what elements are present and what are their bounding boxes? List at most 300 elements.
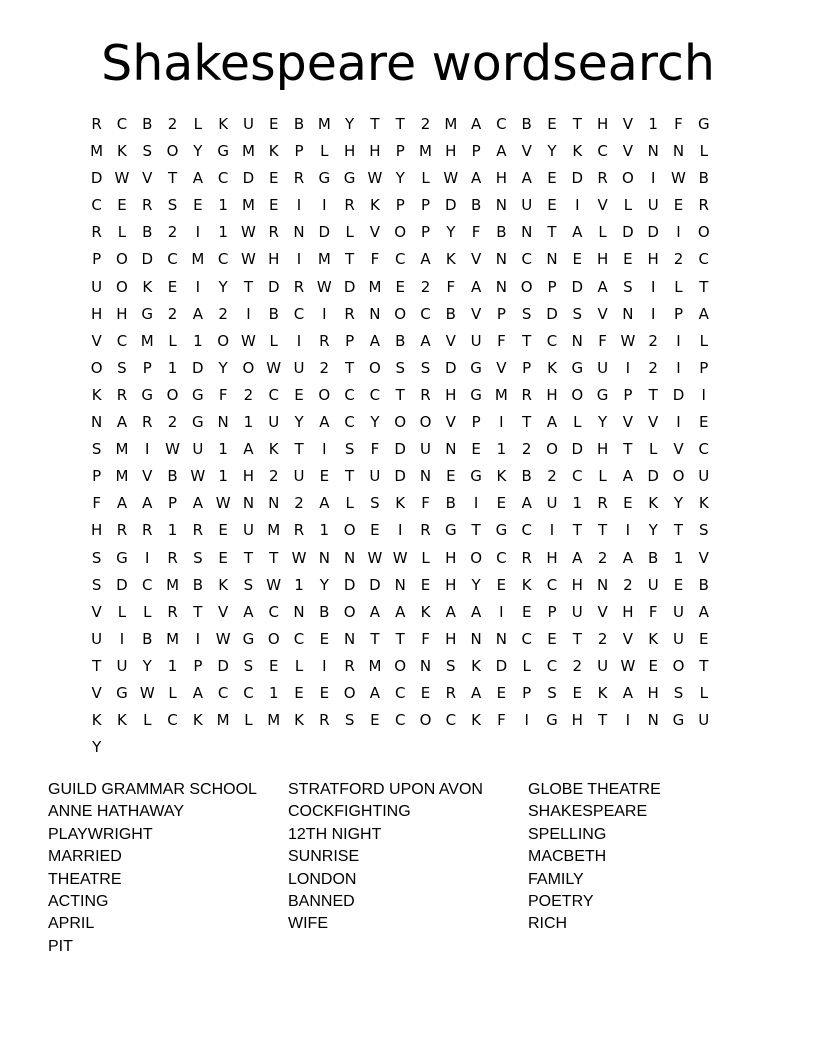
grid-letter: I [625,358,631,377]
grid-letter: C [243,683,254,702]
grid-letter: N [419,656,432,675]
grid-letter: E [673,196,684,215]
grid-letter: G [141,385,154,404]
grid-letter: T [269,548,279,567]
grid-letter: P [294,142,304,161]
grid-letter: K [91,385,102,404]
grid-letter: H [116,304,128,323]
grid-letter: K [294,711,304,730]
grid-letter: Y [92,738,102,757]
grid-letter: A [622,548,634,567]
grid-letter: R [698,196,709,215]
grid-letter: D [90,169,103,188]
grid-letter: V [91,683,102,702]
grid-letter: N [91,413,103,432]
grid-letter: V [445,413,456,432]
grid-letter: F [471,223,481,242]
grid-letter: D [394,467,406,486]
grid-letter: V [142,169,153,188]
grid-letter: A [698,602,709,621]
grid-letter: 2 [673,250,684,269]
grid-letter: O [419,711,432,730]
grid-letter: N [647,711,659,730]
grid-letter: U [698,711,710,730]
grid-letter: Y [547,142,557,161]
word-list-item: BANNED [288,892,355,910]
grid-letter: T [167,169,178,188]
grid-letter: H [647,250,659,269]
grid-letter: P [547,277,557,296]
grid-letter: E [699,413,709,432]
grid-letter: 2 [597,629,608,648]
grid-letter: U [268,413,280,432]
grid-letter: A [622,683,634,702]
grid-letter: R [344,656,355,675]
grid-letter: I [145,440,150,459]
grid-letter: E [648,656,658,675]
grid-letter: Y [218,358,228,377]
grid-letter: O [697,223,710,242]
grid-letter: G [318,169,331,188]
grid-letter: V [622,115,634,133]
grid-letter: I [499,413,504,432]
grid-letter: K [698,494,709,513]
grid-letter: D [242,169,255,188]
grid-letter: A [622,467,634,486]
grid-letter: A [420,250,431,269]
grid-letter: C [167,711,178,730]
grid-letter: N [445,440,457,459]
grid-letter: 1 [673,548,684,567]
word-list-item: RICH [528,915,568,933]
grid-letter: F [370,440,380,459]
grid-letter: P [395,142,405,161]
grid-letter: P [420,223,431,242]
grid-letter: V [470,304,482,323]
grid-letter: D [343,575,356,594]
grid-letter: U [546,494,558,513]
grid-letter: D [495,656,508,675]
grid-letter: I [296,196,302,215]
grid-letter: N [647,142,659,161]
grid-letter: H [91,521,103,540]
word-list-item: MACBETH [528,848,607,866]
grid-letter: T [345,358,355,377]
grid-letter: K [192,711,203,730]
grid-letter: W [367,548,383,567]
grid-letter: A [192,683,203,702]
grid-letter: U [91,629,103,648]
grid-letter: B [521,467,532,486]
grid-letter: K [268,440,279,459]
grid-letter: D [369,575,381,594]
grid-letter: I [322,656,327,675]
word-list-item: FAMILY [528,870,584,888]
grid-letter: U [597,358,609,377]
grid-letter: L [168,331,177,350]
grid-letter: E [420,575,431,594]
grid-letter: A [243,440,254,459]
grid-letter: C [546,656,558,675]
grid-letter: 2 [243,385,254,404]
grid-letter: T [572,521,582,540]
grid-letter: G [141,304,154,323]
grid-letter: R [319,331,330,350]
grid-letter: K [142,277,153,296]
grid-letter: T [92,656,102,675]
grid-letter: V [445,331,456,350]
word-list-item [288,936,528,958]
grid-letter: R [420,385,431,404]
grid-letter: E [623,250,633,269]
grid-letter: A [395,602,406,621]
grid-letter: D [622,223,634,242]
grid-letter: T [522,331,532,350]
grid-letter: R [142,413,153,432]
grid-letter: H [546,385,558,404]
grid-letter: L [345,494,354,513]
grid-letter: O [343,683,356,702]
grid-letter: O [394,413,407,432]
grid-letter: I [195,277,201,296]
grid-letter: R [268,223,279,242]
grid-letter: P [471,413,481,432]
grid-letter: U [192,440,204,459]
grid-letter: P [193,656,203,675]
grid-letter: O [267,629,280,648]
grid-letter: A [369,683,381,702]
grid-letter: 1 [572,494,583,513]
grid-letter: B [395,331,406,350]
grid-letter: H [369,142,381,161]
grid-letter: I [575,196,580,215]
grid-letter: E [370,521,380,540]
grid-letter: I [650,304,656,323]
grid-letter: W [165,440,180,459]
grid-letter: L [674,277,683,296]
grid-letter: T [623,440,633,459]
grid-letter: C [217,169,229,188]
grid-letter: 1 [218,467,228,486]
grid-letter: W [139,683,155,702]
grid-letter: M [419,142,432,161]
grid-letter: K [445,250,456,269]
grid-letter: P [522,683,532,702]
grid-letter: A [192,169,203,188]
grid-letter: E [319,683,330,702]
grid-letter: W [392,548,408,567]
grid-letter: 1 [218,196,228,215]
grid-letter: G [470,385,482,404]
grid-letter: A [192,494,203,513]
grid-letter: L [117,223,127,242]
grid-letter: C [369,385,381,404]
grid-letter: M [166,575,180,594]
grid-letter: D [192,358,204,377]
grid-letter: T [395,115,405,133]
grid-letter: G [470,467,482,486]
grid-letter: L [623,196,633,215]
grid-letter: D [445,196,457,215]
grid-letter: 2 [597,548,608,567]
grid-letter: U [91,277,103,296]
grid-letter: B [496,223,507,242]
grid-letter: G [546,711,558,730]
grid-letter: N [268,494,280,513]
grid-letter: C [217,683,229,702]
grid-letter: Y [648,521,658,540]
grid-letter: G [343,169,356,188]
grid-letter: W [671,169,686,188]
grid-letter: E [420,683,431,702]
grid-letter: F [497,711,506,730]
grid-letter: L [294,656,304,675]
grid-letter: 2 [167,115,178,133]
grid-letter: M [368,277,382,296]
grid-letter: L [699,331,708,350]
grid-letter: R [192,521,204,540]
grid-letter: T [699,277,709,296]
grid-letter: 2 [167,413,178,432]
word-list-item: PLAYWRIGHT [48,825,153,843]
grid-letter: Y [218,277,228,296]
grid-letter: G [596,385,609,404]
grid-letter: 1 [218,440,228,459]
grid-letter: I [625,711,631,730]
grid-letter: S [623,277,633,296]
grid-letter: G [116,683,128,702]
grid-letter: I [397,521,403,540]
grid-letter: U [672,602,684,621]
grid-letter: V [622,142,634,161]
grid-letter: U [647,575,659,594]
grid-letter: S [193,548,203,567]
grid-letter: H [495,169,508,188]
grid-letter: N [622,304,634,323]
grid-letter: G [571,358,584,377]
grid-letter: I [296,250,302,269]
grid-letter: V [369,223,381,242]
grid-letter: D [647,223,659,242]
grid-letter: A [470,602,482,621]
grid-letter: S [673,683,684,702]
grid-letter: M [191,250,205,269]
grid-letter: C [116,115,128,133]
grid-letter: A [698,304,709,323]
grid-letter: A [420,331,431,350]
grid-letter: N [293,602,305,621]
grid-letter: C [572,467,583,486]
grid-letter: 2 [521,440,532,459]
grid-letter: B [648,548,659,567]
grid-letter: H [571,711,583,730]
grid-letter: A [319,413,330,432]
grid-letter: Y [673,494,684,513]
grid-letter: 1 [268,683,279,702]
grid-letter: C [293,629,305,648]
grid-letter: L [699,683,708,702]
grid-letter: V [91,331,102,350]
grid-letter: R [521,548,532,567]
grid-letter: A [521,494,532,513]
grid-letter: F [421,494,430,513]
grid-letter: C [496,115,507,133]
grid-letter: N [596,575,609,594]
grid-letter: B [142,629,153,648]
grid-letter: R [116,385,128,404]
grid-letter: K [471,656,482,675]
grid-letter: C [521,250,532,269]
grid-letter: E [572,683,583,702]
grid-letter: A [470,115,482,133]
grid-letter: R [167,548,178,567]
grid-letter: 2 [420,277,431,296]
grid-letter: O [217,331,230,350]
grid-letter: H [647,683,659,702]
grid-letter: E [167,277,178,296]
grid-letter: N [571,331,583,350]
grid-letter: C [394,711,406,730]
grid-letter: I [246,304,251,323]
grid-letter: I [549,521,555,540]
grid-letter: Y [193,142,203,161]
grid-letter: V [673,440,684,459]
grid-letter: B [319,602,330,621]
grid-letter: O [470,548,482,567]
grid-letter: W [190,467,206,486]
grid-letter: H [242,467,255,486]
grid-letter: S [395,358,405,377]
grid-letter: K [395,494,406,513]
grid-letter: I [524,711,529,730]
grid-letter: W [241,223,256,242]
grid-letter: V [142,467,153,486]
grid-letter: T [193,602,203,621]
word-list-item: ACTING [48,892,109,910]
grid-letter: P [92,467,102,486]
grid-letter: I [473,494,479,513]
grid-letter: S [167,196,178,215]
grid-letter: V [597,602,608,621]
grid-letter: L [244,711,253,730]
word-list-item: GUILD GRAMMAR SCHOOL [48,781,257,798]
word-list-item: SPELLING [528,825,607,843]
grid-letter: S [117,358,127,377]
grid-letter: A [319,494,330,513]
grid-letter: S [699,521,709,540]
grid-letter: F [446,277,456,296]
grid-letter: R [293,521,305,540]
word-list-item: POETRY [528,892,594,910]
grid-letter: U [242,521,254,540]
grid-letter: W [241,250,256,269]
grid-letter: G [192,385,204,404]
grid-letter: H [445,548,457,567]
grid-letter: M [241,142,255,161]
grid-letter: G [495,521,508,540]
grid-letter: A [116,494,128,513]
grid-letter: F [598,331,607,350]
grid-letter: W [266,358,282,377]
grid-letter: A [572,223,583,242]
grid-letter: U [698,467,710,486]
grid-letter: D [318,223,331,242]
grid-letter: D [343,277,356,296]
grid-letter: 1 [218,223,228,242]
grid-letter: S [91,575,102,594]
grid-letter: S [572,304,583,323]
grid-letter: M [368,656,382,675]
grid-letter: T [673,521,684,540]
grid-letter: A [470,169,482,188]
grid-letter: P [496,304,506,323]
grid-letter: N [217,413,229,432]
grid-letter: P [92,250,102,269]
grid-letter: E [547,115,557,133]
grid-letter: K [117,711,127,730]
grid-letter: N [672,142,685,161]
grid-letter: L [649,440,658,459]
word-list-item: STRATFORD UPON AVON [288,781,483,798]
grid-letter: U [647,196,659,215]
grid-letter: V [521,142,532,161]
grid-letter: O [369,358,381,377]
grid-letter: K [420,602,431,621]
grid-letter: H [343,142,356,161]
grid-letter: A [597,277,608,296]
grid-letter: M [444,115,458,133]
grid-letter: B [470,196,482,215]
grid-letter: N [318,548,330,567]
grid-letter: N [546,250,558,269]
grid-letter: E [547,169,557,188]
grid-letter: O [242,358,255,377]
grid-letter: E [496,494,507,513]
grid-letter: K [218,575,229,594]
grid-letter: A [470,683,482,702]
grid-letter: V [698,548,709,567]
grid-letter: K [648,629,659,648]
grid-letter: S [142,142,152,161]
grid-letter: T [345,467,355,486]
grid-letter: L [598,467,607,486]
grid-letter: E [294,683,304,702]
grid-letter: R [344,304,355,323]
grid-letter: U [672,629,684,648]
grid-letter: G [672,711,685,730]
grid-letter: C [293,304,305,323]
grid-letter: H [596,115,609,133]
grid-letter: 2 [167,304,178,323]
grid-letter: G [116,548,128,567]
grid-letter: C [217,250,229,269]
grid-letter: U [571,602,583,621]
grid-letter: W [443,169,459,188]
grid-letter: P [471,142,481,161]
letter-grid [84,111,716,761]
grid-letter: A [470,277,482,296]
grid-letter: E [496,575,507,594]
grid-letter: K [597,683,608,702]
grid-letter: M [241,196,255,215]
grid-letter: K [572,142,583,161]
word-list-item: ANNE HATHAWAY [48,803,185,821]
grid-letter: R [142,196,153,215]
grid-letter: I [145,548,150,567]
grid-letter: 1 [243,413,254,432]
grid-letter: L [143,711,152,730]
grid-letter: U [470,331,482,350]
